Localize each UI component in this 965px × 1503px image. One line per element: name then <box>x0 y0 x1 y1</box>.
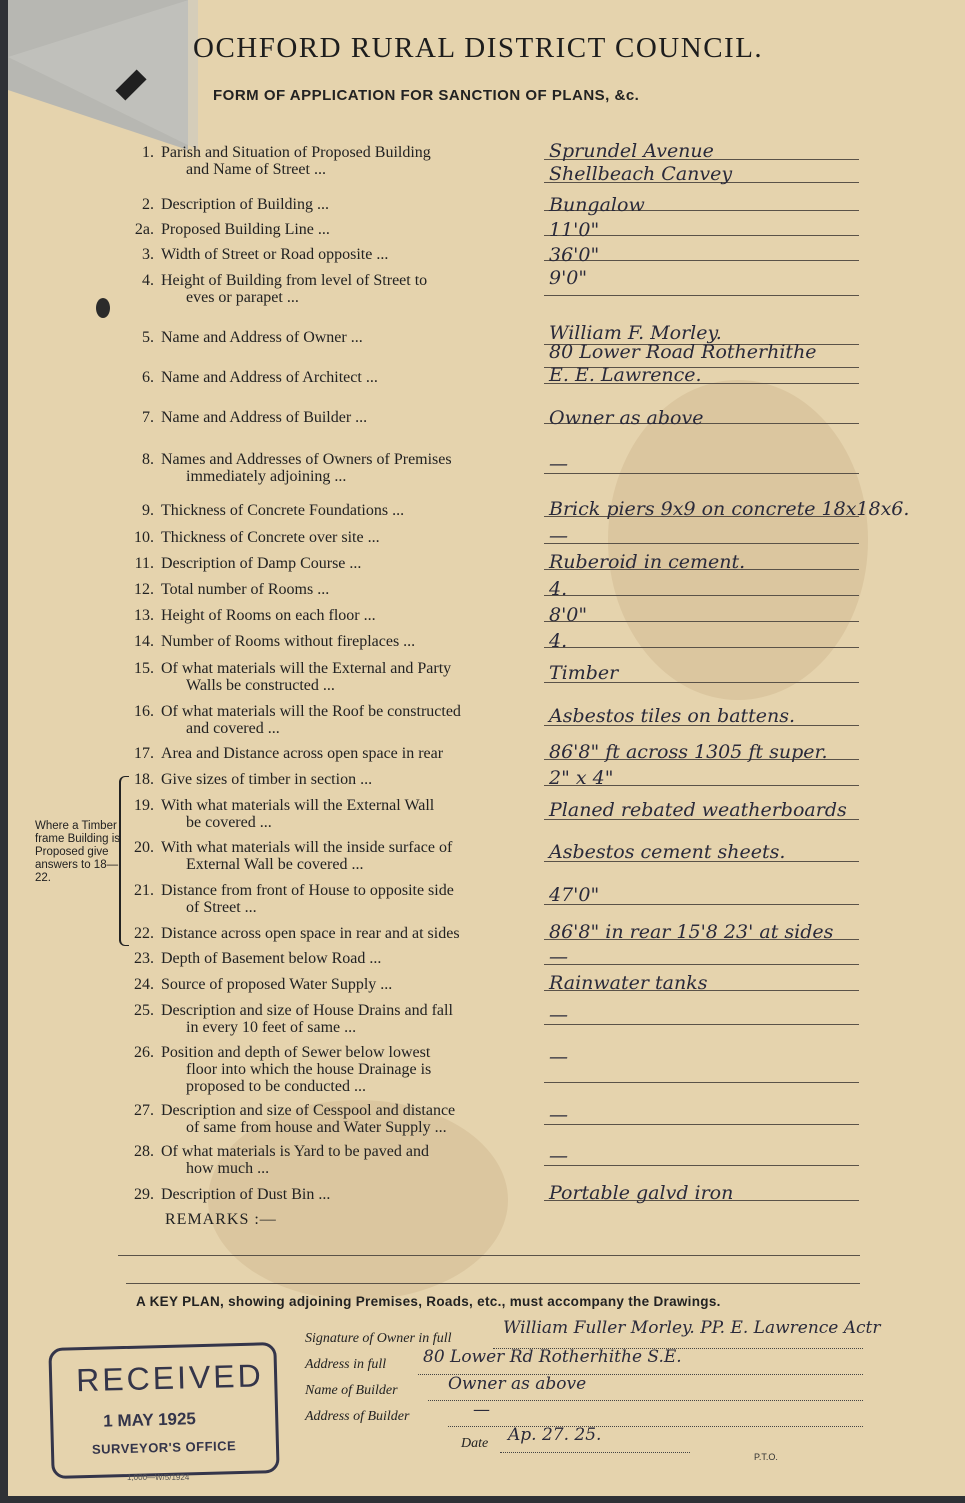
builder-address-value[interactable]: — <box>473 1400 490 1420</box>
item-label <box>161 144 534 178</box>
item-answer[interactable]: 8'0" <box>549 604 588 626</box>
owner-signature-label: Signature of Owner in full <box>305 1331 452 1346</box>
timber-frame-note: Where a Timber frame Building is Proposed give answers to 18—22. <box>35 820 121 884</box>
item-label-line: External Wall be covered ... <box>186 856 364 873</box>
answer-line <box>544 295 859 296</box>
item-label-line: Description and size of House Drains and fall <box>161 1002 453 1019</box>
item-number: 29. <box>134 1186 154 1203</box>
item-label-line: in every 10 feet of same ... <box>186 1019 357 1036</box>
item-label-line: Walls be constructed ... <box>186 677 335 694</box>
item-answer[interactable]: Brick piers 9x9 on concrete 18x18x6. <box>549 498 910 520</box>
item-answer[interactable]: Timber <box>549 662 619 684</box>
item-number: 20. <box>134 839 154 856</box>
item-label-line: Number of Rooms without fireplaces ... <box>161 633 416 650</box>
stamp-date-text: 1 MAY 1925 <box>103 1409 197 1431</box>
item-number: 26. <box>134 1044 154 1061</box>
date-value[interactable]: Ap. 27. 25. <box>508 1425 602 1445</box>
item-answer[interactable]: Sprundel Avenue <box>549 140 714 162</box>
item-label-line: Distance across open space in rear and at sides <box>161 925 460 942</box>
item-number: 11. <box>134 555 154 572</box>
item-label-line: Names and Addresses of Owners of Premises <box>161 451 452 468</box>
item-number: 25. <box>134 1002 154 1019</box>
item-label-line: Thickness of Concrete Foundations ... <box>161 502 405 519</box>
item-label-line: Give sizes of timber in section ... <box>161 771 373 788</box>
owner-signature-value[interactable]: William Fuller Morley. PP. E. Lawrence Actr <box>503 1318 881 1338</box>
item-label-line: Name and Address of Architect ... <box>161 369 378 386</box>
item-label <box>161 221 534 238</box>
item-answer[interactable]: — <box>549 1104 568 1126</box>
item-label-line: how much ... <box>186 1160 270 1177</box>
item-label-line: floor into which the house Drainage is <box>186 1061 432 1078</box>
item-answer[interactable]: Asbestos tiles on battens. <box>549 705 796 727</box>
item-answer[interactable]: 4. <box>549 578 568 600</box>
item-answer[interactable]: — <box>549 1046 568 1068</box>
item-answer[interactable]: Shellbeach Canvey <box>549 163 733 185</box>
item-label <box>161 839 534 873</box>
timber-frame-brace <box>119 776 129 946</box>
item-label <box>161 409 534 426</box>
item-label <box>161 246 534 263</box>
item-label-line: Of what materials will the Roof be constructed <box>161 703 461 720</box>
item-label <box>161 607 534 624</box>
item-label <box>161 272 534 306</box>
item-number: 23. <box>134 950 154 967</box>
item-label <box>161 196 534 213</box>
item-label-line: immediately adjoining ... <box>186 468 347 485</box>
item-answer[interactable]: — <box>549 946 568 968</box>
item-number: 28. <box>134 1143 154 1160</box>
item-answer[interactable]: 86'8" ft across 1305 ft super. <box>549 741 828 763</box>
stamp-received-text: RECEIVED <box>75 1357 265 1399</box>
item-label <box>161 797 534 831</box>
answer-line <box>544 1024 859 1025</box>
item-answer[interactable]: 2" x 4" <box>549 767 614 789</box>
item-label-line: Height of Building from level of Street to <box>161 272 428 289</box>
item-label-line: Name and Address of Builder ... <box>161 409 368 426</box>
item-answer[interactable]: Owner as above <box>549 407 704 429</box>
item-label-line: be covered ... <box>186 814 272 831</box>
item-label-line: Depth of Basement below Road ... <box>161 950 382 967</box>
item-answer[interactable]: — <box>549 453 568 475</box>
item-label-line: and covered ... <box>186 720 280 737</box>
item-number: 18. <box>134 771 154 788</box>
address-label: Address in full <box>305 1357 387 1372</box>
item-label-line: Description and size of Cesspool and distance <box>161 1102 456 1119</box>
item-label <box>161 771 534 788</box>
answer-line <box>544 473 859 474</box>
item-number: 17. <box>134 745 154 762</box>
item-label-line: eves or parapet ... <box>186 289 299 306</box>
item-answer[interactable]: 86'8" in rear 15'8 23' at sides <box>549 921 834 943</box>
item-answer[interactable]: — <box>549 1145 568 1167</box>
item-label <box>161 1102 534 1136</box>
item-number: 3. <box>142 246 154 263</box>
item-number: 27. <box>134 1102 154 1119</box>
item-number: 7. <box>142 409 154 426</box>
item-label-line: Total number of Rooms ... <box>161 581 330 598</box>
item-answer[interactable]: — <box>549 525 568 547</box>
answer-line <box>544 1165 859 1166</box>
item-answer[interactable]: Asbestos cement sheets. <box>549 841 786 863</box>
item-answer[interactable]: Ruberoid in cement. <box>549 551 746 573</box>
item-number: 24. <box>134 976 154 993</box>
answer-line <box>544 595 859 596</box>
item-label-line: Parish and Situation of Proposed Building <box>161 144 431 161</box>
item-label <box>161 1044 534 1095</box>
item-number: 6. <box>142 369 154 386</box>
item-label-line: With what materials will the inside surface of <box>161 839 453 856</box>
item-label-line: Of what materials is Yard to be paved and <box>161 1143 429 1160</box>
pto-note: P.T.O. <box>754 1452 778 1462</box>
item-label <box>161 1002 534 1036</box>
item-label <box>161 529 534 546</box>
item-answer[interactable]: — <box>549 1004 568 1026</box>
item-label <box>161 633 534 650</box>
item-label <box>161 976 534 993</box>
item-answer[interactable]: 11'0" <box>549 219 600 241</box>
item-number: 8. <box>142 451 154 468</box>
item-number: 2. <box>142 196 154 213</box>
item-answer[interactable]: Rainwater tanks <box>549 972 708 994</box>
item-label-line: Width of Street or Road opposite ... <box>161 246 389 263</box>
item-label-line: Of what materials will the External and Party <box>161 660 452 677</box>
punch-hole-icon <box>96 298 110 318</box>
item-label-line: Height of Rooms on each floor ... <box>161 607 376 624</box>
item-label-line: proposed to be conducted ... <box>186 1078 366 1095</box>
item-number: 16. <box>134 703 154 720</box>
remarks-line[interactable] <box>118 1255 860 1256</box>
item-label-line: With what materials will the External Wall <box>161 797 435 814</box>
item-answer[interactable]: Planed rebated weatherboards <box>549 799 847 821</box>
item-label-line: Description of Dust Bin ... <box>161 1186 331 1203</box>
item-number: 19. <box>134 797 154 814</box>
item-answer[interactable]: 4. <box>549 630 568 652</box>
item-label-line: Position and depth of Sewer below lowest <box>161 1044 431 1061</box>
item-label-line: of Street ... <box>186 899 257 916</box>
answer-line <box>544 1124 859 1125</box>
item-number: 13. <box>134 607 154 624</box>
stamp-office-text: SURVEYOR'S OFFICE <box>91 1438 237 1457</box>
form-page <box>8 0 965 1496</box>
answer-line <box>544 543 859 544</box>
printer-mark: 1,000—W/5/1924 <box>127 1473 190 1482</box>
item-label <box>161 745 534 762</box>
item-label-line: Source of proposed Water Supply ... <box>161 976 393 993</box>
item-number: 1. <box>142 144 154 161</box>
item-answer[interactable]: Bungalow <box>549 194 645 216</box>
builder-name-value[interactable]: Owner as above <box>448 1374 587 1394</box>
remarks-label: REMARKS :— <box>165 1211 277 1228</box>
item-label-line: Thickness of Concrete over site ... <box>161 529 380 546</box>
item-label <box>161 1186 534 1203</box>
answer-line <box>544 621 859 622</box>
form-subtitle: FORM OF APPLICATION FOR SANCTION OF PLANS, &c. <box>213 87 640 104</box>
item-answer[interactable]: William F. Morley. <box>549 322 722 344</box>
item-number: 21. <box>134 882 154 899</box>
item-label <box>161 882 534 916</box>
address-value[interactable]: 80 Lower Rd Rotherhithe S.E. <box>423 1347 682 1367</box>
item-number: 5. <box>142 329 154 346</box>
item-number: 15. <box>134 660 154 677</box>
item-answer[interactable]: Portable galvd iron <box>549 1182 734 1204</box>
item-label <box>161 555 534 572</box>
item-number: 9. <box>142 502 154 519</box>
item-label <box>161 703 534 737</box>
item-label <box>161 581 534 598</box>
item-label <box>161 660 534 694</box>
item-label-line: and Name of Street ... <box>186 161 326 178</box>
item-number: 10. <box>134 529 154 546</box>
item-answer[interactable]: 9'0" <box>549 267 588 289</box>
item-label-line: Name and Address of Owner ... <box>161 329 363 346</box>
item-answer[interactable]: E. E. Lawrence. <box>549 364 702 386</box>
item-answer[interactable]: 36'0" <box>549 244 600 266</box>
remarks-line[interactable] <box>126 1283 860 1284</box>
item-label <box>161 925 534 942</box>
item-label <box>161 502 534 519</box>
date-line <box>500 1452 690 1453</box>
item-label <box>161 369 534 386</box>
item-label-line: Area and Distance across open space in rear <box>161 745 444 762</box>
item-label <box>161 1143 534 1177</box>
answer-line <box>544 964 859 965</box>
item-answer[interactable]: 47'0" <box>549 884 600 906</box>
item-label-line: Description of Building ... <box>161 196 329 213</box>
key-plan-notice: A KEY PLAN, showing adjoining Premises, Roads, etc., must accompany the Drawings. <box>136 1294 721 1309</box>
builder-name-line <box>428 1400 863 1401</box>
item-label <box>161 451 534 485</box>
item-number: 12. <box>134 581 154 598</box>
item-answer[interactable]: 80 Lower Road Rotherhithe <box>549 341 817 363</box>
item-label-line: Distance from front of House to opposite side <box>161 882 454 899</box>
item-number: 2a. <box>134 221 154 238</box>
item-label <box>161 950 534 967</box>
item-label-line: Proposed Building Line ... <box>161 221 330 238</box>
item-label <box>161 329 534 346</box>
builder-name-label: Name of Builder <box>305 1383 398 1398</box>
item-number: 4. <box>142 272 154 289</box>
item-label-line: of same from house and Water Supply ... <box>186 1119 447 1136</box>
date-label: Date <box>461 1436 489 1451</box>
item-number: 14. <box>134 633 154 650</box>
item-number: 22. <box>134 925 154 942</box>
received-stamp <box>48 1342 279 1479</box>
answer-line <box>544 647 859 648</box>
answer-line <box>544 1082 859 1083</box>
item-label-line: Description of Damp Course ... <box>161 555 362 572</box>
council-title: OCHFORD RURAL DISTRICT COUNCIL. <box>193 32 764 64</box>
builder-address-label: Address of Builder <box>305 1409 410 1424</box>
